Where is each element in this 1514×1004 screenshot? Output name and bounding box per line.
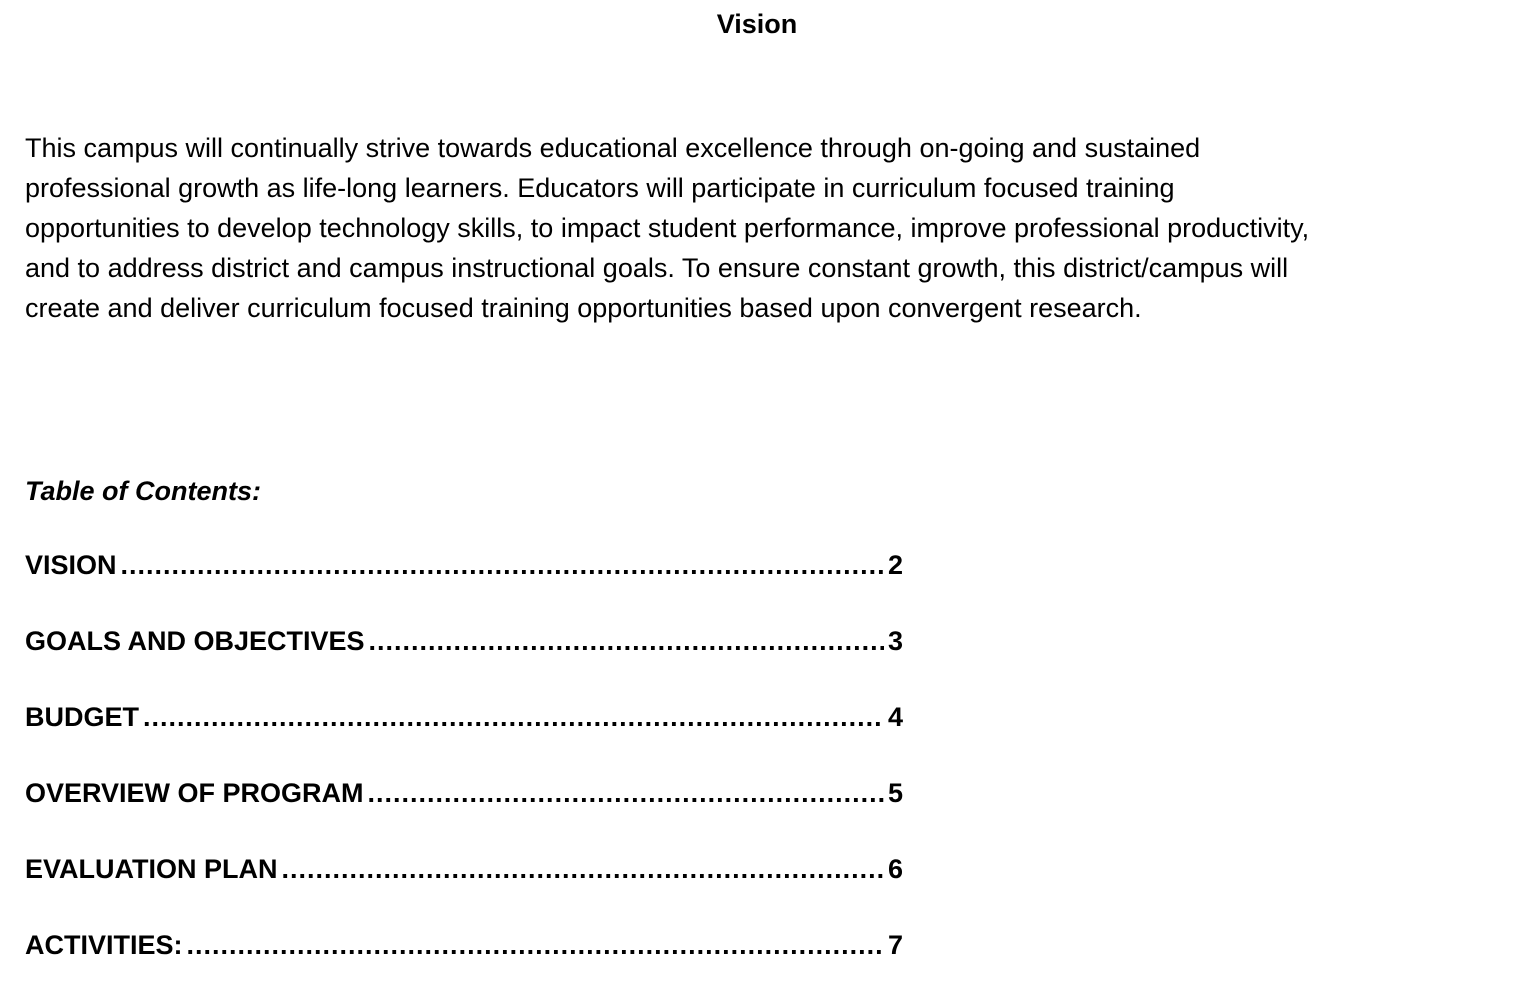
toc-heading: Table of Contents: [25, 476, 261, 506]
vision-line: professional growth as life-long learners. Educators will participate in curriculum focused training [25, 173, 1175, 203]
toc-page-number: 3 [887, 626, 903, 656]
vision-paragraph [25, 128, 1495, 328]
vision-line: and to address district and campus instructional goals. To ensure constant growth, this district/campus will [25, 253, 1289, 283]
page-title: Vision [716, 9, 798, 39]
toc-entry-label: VISION [25, 550, 117, 580]
toc-dot-leader [368, 776, 884, 810]
toc-entry-evaluation-plan[interactable] [25, 852, 903, 928]
toc-entry-overview-of-program[interactable] [25, 776, 903, 852]
toc-page-number: 7 [887, 930, 903, 960]
toc-dot-leader [187, 928, 884, 962]
toc-entry-label: GOALS AND OBJECTIVES [25, 626, 365, 656]
toc-page-number: 2 [887, 550, 903, 580]
toc-entry-label: ACTIVITIES: [25, 930, 183, 960]
toc-entry-vision[interactable] [25, 548, 903, 624]
toc-page-number: 4 [887, 702, 903, 732]
toc-entry-activities[interactable] [25, 928, 903, 1004]
toc-dot-leader [121, 548, 884, 582]
toc-entry-goals-and-objectives[interactable] [25, 624, 903, 700]
toc-page-number: 5 [887, 778, 903, 808]
toc-dot-leader [369, 624, 884, 658]
vision-line: create and deliver curriculum focused training opportunities based upon convergent research. [25, 293, 1142, 323]
toc-entry-budget[interactable] [25, 700, 903, 776]
toc-dot-leader [143, 700, 884, 734]
vision-line: opportunities to develop technology skills, to impact student performance, improve professional productivity, [25, 213, 1310, 243]
toc-entry-label: BUDGET [25, 702, 139, 732]
vision-line: This campus will continually strive towards educational excellence through on-going and sustained [25, 133, 1201, 163]
toc-entry-label: OVERVIEW OF PROGRAM [25, 778, 364, 808]
toc-dot-leader [282, 852, 884, 886]
toc-entry-label: EVALUATION PLAN [25, 854, 278, 884]
table-of-contents [25, 548, 903, 1004]
toc-page-number: 6 [887, 854, 903, 884]
